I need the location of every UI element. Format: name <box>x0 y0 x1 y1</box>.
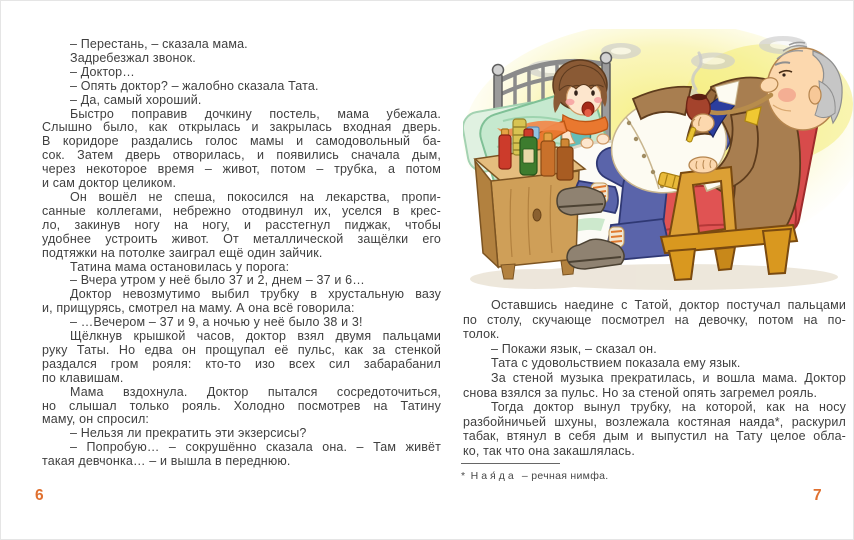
text-line: – Доктор… <box>70 64 135 79</box>
text-line: – Покажи язык, – сказал он. <box>491 341 657 356</box>
paragraph <box>42 108 441 191</box>
footnote-definition: речная нимфа. <box>531 470 609 482</box>
text-line: – Попробую… – сокрушённо сказала она. – Там живёт <box>70 440 441 455</box>
footnote-dash: – <box>521 470 529 482</box>
text-line: – Нельзя ли прекратить эти экзерсисы? <box>70 426 307 441</box>
text-line: по столу, скучающе посмотрел на девочку, потом на по- <box>463 312 846 327</box>
page-number-right: 7 <box>813 487 822 504</box>
text-line: разбойничьей шхуны, возлежала костяная наяда*, раскурил <box>463 414 846 429</box>
text-line: маму, он спросил: <box>42 412 150 427</box>
footnote <box>461 470 609 482</box>
paragraph <box>42 261 441 275</box>
paragraph <box>42 80 441 94</box>
page-left-text <box>42 38 441 469</box>
text-line: Он вошёл не спеша, покосился на лекарства, пропи- <box>70 189 441 204</box>
text-line: Щёлкнув крышкой часов, доктор взял двумя пальцами <box>70 329 441 344</box>
paragraph <box>463 371 846 400</box>
text-line: сок. Затем дверь отворилась, и появились сначала дым, <box>42 148 441 163</box>
paragraph <box>42 66 441 80</box>
text-line: Оставшись наедине с Татой, доктор постучал пальцами <box>491 298 846 312</box>
footnote-marker: * <box>461 470 466 482</box>
text-line: и сам доктор целиком. <box>42 176 177 191</box>
text-line: Доктор невозмутимо выбил трубку в хрустальную вазу <box>70 287 441 302</box>
paragraph <box>463 298 846 342</box>
text-line: – Да, самый хороший. <box>70 92 202 107</box>
paragraph <box>42 427 441 441</box>
text-line: и, прищурясь, смотрел на маму. А она всё говорила: <box>42 301 355 316</box>
text-line: но слышал только рояль. Холодно посмотрев на Татину <box>42 398 441 413</box>
paragraph <box>42 274 441 288</box>
text-line: снова взялся за пульс. Но за стеной опять загремел рояль. <box>463 385 818 400</box>
story-illustration <box>463 29 853 293</box>
text-line: Быстро поправив дочкину постель, мама убежала. <box>70 106 441 121</box>
text-line: ло, закинув ногу на ногу, и расстегнул пиджак, чтобы <box>42 217 441 232</box>
illustration-svg <box>463 29 853 293</box>
paragraph <box>463 356 846 371</box>
text-line: – Опять доктор? – жалобно сказала Тата. <box>70 78 319 93</box>
text-line: В коридоре раздались голос мамы и самодовольный ба- <box>42 134 441 149</box>
paragraph <box>42 52 441 66</box>
text-line: толок. <box>463 327 500 342</box>
text-line: Татина мама остановилась у порога: <box>70 259 290 274</box>
text-line: санные коллегами, небрежно отодвинул их, уселся в крес- <box>42 203 441 218</box>
text-line: – …Вечером – 37 и 9, а ночью у неё было 38 и 3! <box>70 315 363 330</box>
paragraph <box>42 288 441 316</box>
paragraph <box>42 330 441 386</box>
page-right-text <box>463 298 846 459</box>
text-line: Задребезжал звонок. <box>70 50 196 65</box>
paragraph <box>42 316 441 330</box>
text-line: удобнее устроить живот. От металлической защёлки его <box>42 231 441 246</box>
text-line: руку Таты. Но едва он прощупал её пульс, как за стенкой <box>42 342 441 357</box>
footnote-term: Ная́да <box>470 470 517 482</box>
text-line: табак, втянул в себя дым и выпустил на Тату целое обла- <box>463 429 846 444</box>
text-line: по клавишам. <box>42 370 124 385</box>
footnote-rule <box>461 463 560 464</box>
paragraph <box>42 94 441 108</box>
text-line: – Вчера утром у неё было 37 и 2, днем – 37 и 6… <box>70 273 365 288</box>
text-line: Мама вздохнула. Доктор пытался сосредоточиться, <box>70 384 441 399</box>
text-line: ко, так что она закашлялась. <box>463 443 635 458</box>
text-line: Тогда доктор вынул трубку, на которой, как на носу <box>491 400 846 415</box>
paragraph <box>42 441 441 469</box>
text-line: За стеной музыка прекратилась, и вошла мама. Доктор <box>491 370 846 385</box>
text-line: Тата с удовольствием показала ему язык. <box>491 356 741 371</box>
text-line: раздался гром рояля: кто-то изо всех сил забарабанил <box>42 356 441 371</box>
paragraph <box>463 400 846 458</box>
text-line: Слышно было, как открылась и закрылась входная дверь. <box>42 120 441 135</box>
text-line: подтяжки на потолке заиграл ещё один зайчик. <box>42 245 323 260</box>
paragraph <box>42 191 441 261</box>
paragraph <box>463 342 846 357</box>
text-line: через некоторое время – живот, потом – трубка, а потом <box>42 162 441 177</box>
paragraph <box>42 38 441 52</box>
paragraph <box>42 386 441 428</box>
text-line: такая девчонка… – и вышла в переднюю. <box>42 454 291 469</box>
page-number-left: 6 <box>35 487 44 504</box>
text-line: – Перестань, – сказала мама. <box>70 37 248 51</box>
